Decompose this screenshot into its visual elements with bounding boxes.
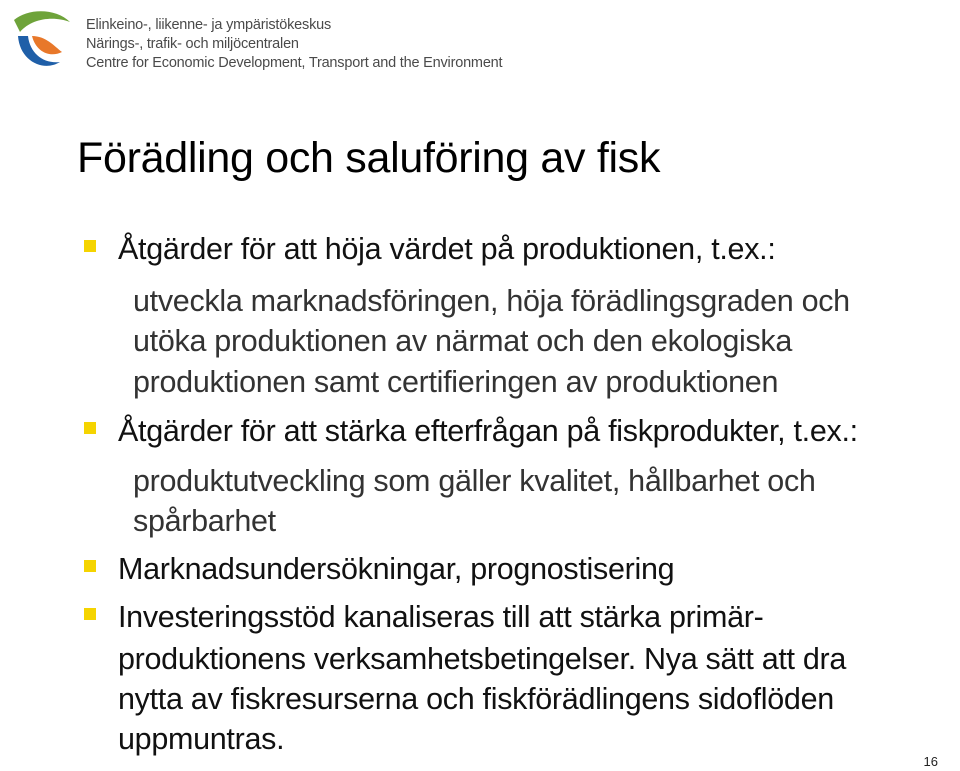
slide-title: Förädling och saluföring av fisk: [77, 134, 661, 182]
bullet-item-text: uppmuntras.: [118, 722, 285, 756]
bullet-item-text: Investeringsstöd kanaliseras till att stärka primär-: [118, 600, 764, 634]
bullet-item-text: Marknadsundersökningar, prognostisering: [118, 552, 675, 586]
sub-item-text: produktionen samt certifieringen av produktionen: [133, 365, 779, 399]
bullet-marker: [84, 422, 96, 434]
org-name-finnish: Elinkeino-, liikenne- ja ympäristökeskus: [86, 17, 332, 33]
sub-item-text: spårbarhet: [133, 504, 276, 538]
sub-item-text: produktutveckling som gäller kvalitet, hållbarhet och: [133, 464, 816, 498]
bullet-item-text: Åtgärder för att höja värdet på produktionen, t.ex.:: [118, 232, 776, 266]
bullet-marker: [84, 560, 96, 572]
bullet-marker: [84, 240, 96, 252]
sub-item-text: utveckla marknadsföringen, höja förädlingsgraden och: [133, 284, 850, 318]
bullet-item-text: Åtgärder för att stärka efterfrågan på fiskprodukter, t.ex.:: [118, 414, 858, 448]
bullet-marker: [84, 608, 96, 620]
org-name-swedish: Närings-, trafik- och miljöcentralen: [86, 36, 299, 52]
bullet-item-text: nytta av fiskresurserna och fiskförädlingens sidoflöden: [118, 682, 834, 716]
bullet-item-text: produktionens verksamhetsbetingelser. Nya sätt att dra: [118, 642, 847, 676]
page-number: 16: [923, 754, 938, 769]
sub-item-text: utöka produktionen av närmat och den ekologiska: [133, 324, 793, 358]
org-name-english: Centre for Economic Development, Transport and the Environment: [86, 55, 503, 71]
